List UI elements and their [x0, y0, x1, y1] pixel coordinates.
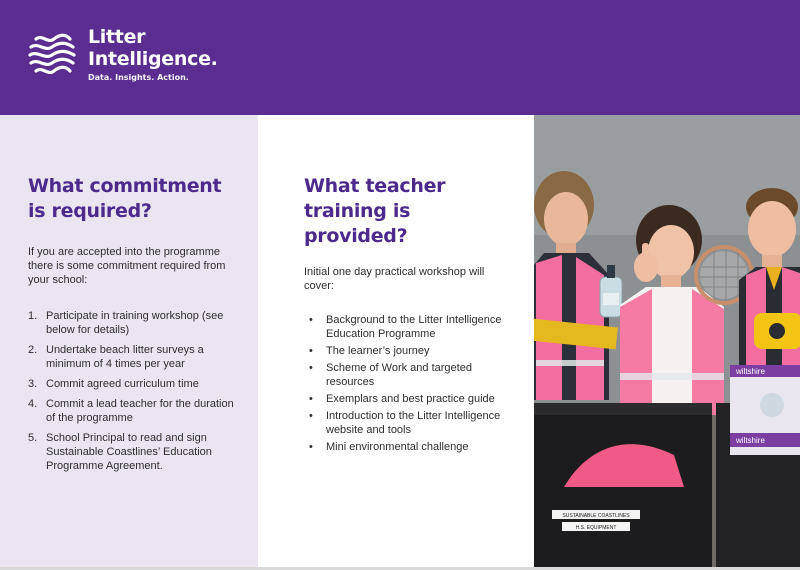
topic-text: Scheme of Work and targeted resources: [326, 362, 472, 388]
topic-text: Exemplars and best practice guide: [326, 393, 495, 405]
training-topic: [309, 313, 509, 341]
crate-label-2: H.S. EQUIPMENT: [575, 525, 617, 531]
book-brand: wiltshire: [736, 367, 765, 376]
commitment-step: [28, 309, 243, 337]
step-text: Commit a lead teacher for the duration of the programme: [46, 398, 234, 424]
step-number: 1.: [28, 310, 38, 322]
commitment-steps: [28, 309, 243, 479]
training-topic: [309, 344, 509, 358]
commitment-intro: If you are accepted into the programme there is some commitment required from your school:: [28, 246, 226, 286]
training-topic: [309, 409, 509, 437]
students-photo: [534, 115, 800, 567]
step-text: Undertake beach litter surveys a minimum of 4 times per year: [46, 344, 204, 370]
training-heading: What teacher training is provided?: [304, 175, 446, 247]
step-number: 2.: [28, 344, 38, 356]
topic-text: Mini environmental challenge: [326, 441, 469, 453]
step-text: Commit agreed curriculum time: [46, 378, 199, 390]
training-topic: [309, 361, 509, 389]
step-number: 3.: [28, 378, 38, 390]
bullet-icon: •: [309, 393, 313, 405]
bullet-icon: •: [309, 410, 313, 422]
commitment-step: [28, 431, 243, 473]
brand-line-2: Intelligence.: [88, 48, 218, 70]
bullet-icon: •: [309, 345, 313, 357]
bullet-icon: •: [309, 362, 313, 374]
topic-text: The learner’s journey: [326, 345, 430, 357]
training-topic: [309, 392, 509, 406]
bullet-icon: •: [309, 314, 313, 326]
training-topic: [309, 440, 509, 454]
book-brand-lower: wiltshire: [736, 436, 765, 445]
topic-text: Background to the Litter Intelligence Education Programme: [326, 314, 502, 340]
step-number: 4.: [28, 398, 38, 410]
training-panel: [258, 115, 534, 570]
commitment-step: [28, 343, 243, 371]
commitment-step: [28, 377, 243, 391]
brand-tagline: Data. Insights. Action.: [88, 73, 189, 82]
bullet-icon: •: [309, 441, 313, 453]
commitment-heading: What commitment is required?: [28, 175, 222, 222]
crate-label-1: SUSTAINABLE COASTLINES: [562, 513, 630, 519]
commitment-panel: [0, 115, 258, 570]
training-topics: [309, 313, 509, 457]
brand-name: [88, 26, 218, 83]
header-banner: [0, 0, 800, 115]
topic-text: Introduction to the Litter Intelligence website and tools: [326, 410, 501, 436]
step-text: Participate in training workshop (see below for details): [46, 310, 224, 336]
wave-logo-icon: [27, 30, 77, 78]
brand-line-1: Litter: [88, 26, 146, 48]
students-illustration: [534, 115, 800, 567]
training-intro: Initial one day practical workshop will cover:: [304, 266, 485, 292]
commitment-step: [28, 397, 243, 425]
step-text: School Principal to read and sign Sustainable Coastlines’ Education Programme Agreement.: [46, 432, 212, 472]
step-number: 5.: [28, 432, 38, 444]
